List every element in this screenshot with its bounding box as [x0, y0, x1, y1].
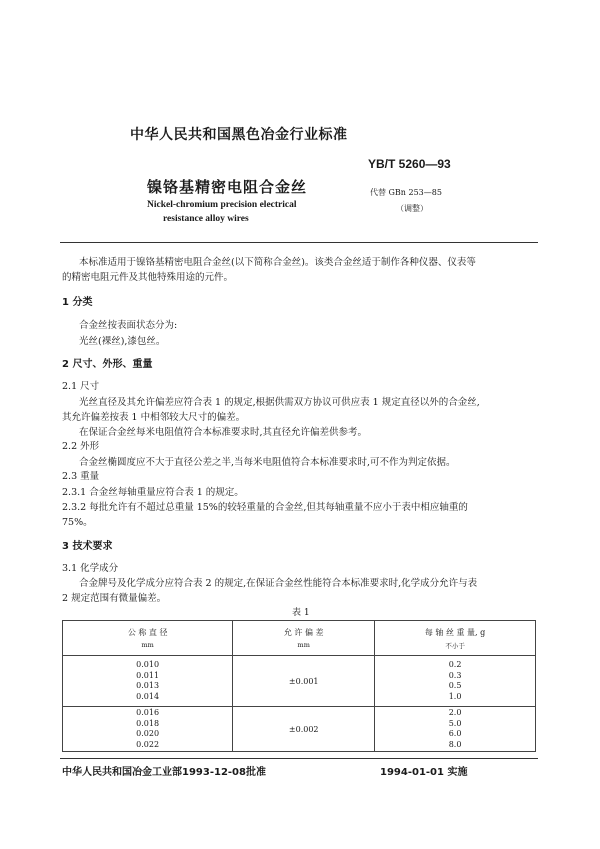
weight-cell — [375, 707, 536, 752]
section-2-2-heading: 2.2 外形 — [62, 441, 100, 452]
section-2-2-line-1: 合金丝椭圆度应不大于直径公差之半,当每米电阻值符合本标准要求时,可不作为判定依据。 — [79, 457, 456, 468]
section-2-3-heading: 2.3 重量 — [62, 471, 100, 482]
diameter-value: 0.013 — [136, 681, 160, 690]
diameter-value: 0.014 — [136, 691, 160, 701]
section-1-line-2: 光丝(裸丝),漆包丝。 — [79, 336, 166, 347]
section-2-1-line-1: 光丝直径及其允许偏差应符合表 1 的规定,根据供需双方协议可供应表 1 规定直径以外的合金丝, — [79, 397, 480, 408]
document-title-en-line2: resistance alloy wires — [163, 214, 249, 224]
section-2-3-2-line-1: 2.3.2 每批允许有不超过总重量 15%的较轻重量的合金丝,但其每轴重量不应小于表中相应轴重的 — [62, 502, 468, 513]
diameter-value: 0.016 — [136, 708, 160, 717]
header-tolerance-unit: mm — [297, 641, 310, 649]
weight-value: 5.0 — [448, 718, 462, 728]
diameter-cell — [63, 707, 233, 752]
top-divider — [60, 242, 538, 243]
header-tolerance — [233, 621, 375, 656]
table-header-row — [63, 621, 536, 656]
header-spool-weight-label: 每 轴 丝 重 量, g — [424, 627, 486, 637]
table-row — [63, 656, 536, 707]
section-2-1-line-3: 在保证合金丝每米电阻值符合本标准要求时,其直径允许偏差供参考。 — [79, 427, 368, 438]
header-spool-weight — [375, 621, 536, 656]
weight-cell — [375, 656, 536, 707]
section-3-1-heading: 3.1 化学成分 — [62, 563, 119, 574]
intro-line-2: 的精密电阻元件及其他特殊用途的元件。 — [62, 272, 234, 283]
approval-issuer: 中华人民共和国冶金工业部1993-12-08批准 — [62, 767, 266, 778]
table-row — [63, 707, 536, 752]
table-1-caption: 表 1 — [292, 608, 310, 618]
section-1-line-1: 合金丝按表面状态分为: — [79, 320, 178, 331]
intro-line-1: 本标准适用于镍铬基精密电阻合金丝(以下简称合金丝)。该类合金丝适于制作各种仪器、仪表等 — [79, 257, 476, 268]
diameter-cell — [63, 656, 233, 707]
section-2-heading: 2 尺寸、外形、重量 — [62, 359, 153, 370]
section-2-1-line-2: 其允许偏差按表 1 中相邻较大尺寸的偏差。 — [62, 412, 246, 423]
bottom-divider — [60, 758, 538, 759]
adjusted-note: （调整） — [396, 204, 428, 213]
diameter-value: 0.011 — [136, 670, 160, 680]
header-spool-weight-unit: 不小于 — [445, 641, 465, 650]
header-tolerance-label: 允 许 偏 差 — [283, 628, 324, 637]
header-nominal-diameter — [63, 621, 233, 656]
diameter-value: 0.010 — [136, 660, 160, 669]
section-3-1-line-1: 合金牌号及化学成分应符合表 2 的规定,在保证合金丝性能符合本标准要求时,化学成分允许与表 — [79, 578, 478, 589]
document-title-en-line1: Nickel-chromium precision electrical — [147, 200, 297, 210]
section-1-heading: 1 分类 — [62, 297, 93, 308]
implementation-date: 1994-01-01 实施 — [380, 767, 468, 778]
tolerance-cell: ±0.001 — [233, 656, 375, 707]
header-nominal-diameter-label: 公 称 直 径 — [127, 628, 168, 637]
weight-value: 1.0 — [448, 691, 462, 701]
weight-value: 2.0 — [448, 708, 462, 717]
replaces-note: 代替 GBn 253—85 — [370, 188, 442, 197]
diameter-value: 0.018 — [136, 718, 160, 728]
standard-number: YB/T 5260—93 — [368, 157, 451, 171]
weight-value: 6.0 — [448, 729, 462, 738]
diameter-value: 0.022 — [136, 739, 160, 749]
section-3-1-line-2: 2 规定范围有微量偏差。 — [62, 593, 167, 604]
diameter-value: 0.020 — [136, 729, 160, 738]
document-title-cn: 镍铬基精密电阻合金丝 — [147, 178, 308, 196]
ministry-standard-header: 中华人民共和国黑色冶金行业标准 — [130, 127, 348, 143]
section-2-3-1: 2.3.1 合金丝每轴重量应符合表 1 的规定。 — [62, 487, 244, 498]
section-2-1-heading: 2.1 尺寸 — [62, 381, 100, 392]
weight-value: 0.5 — [448, 681, 462, 690]
weight-value: 8.0 — [448, 739, 462, 749]
tolerance-cell: ±0.002 — [233, 707, 375, 752]
weight-value: 0.2 — [448, 660, 462, 669]
table-1 — [62, 620, 536, 752]
section-3-heading: 3 技术要求 — [62, 541, 113, 552]
header-nominal-diameter-unit: mm — [141, 641, 154, 649]
section-2-3-2-line-2: 75%。 — [62, 517, 93, 528]
weight-value: 0.3 — [448, 670, 462, 680]
